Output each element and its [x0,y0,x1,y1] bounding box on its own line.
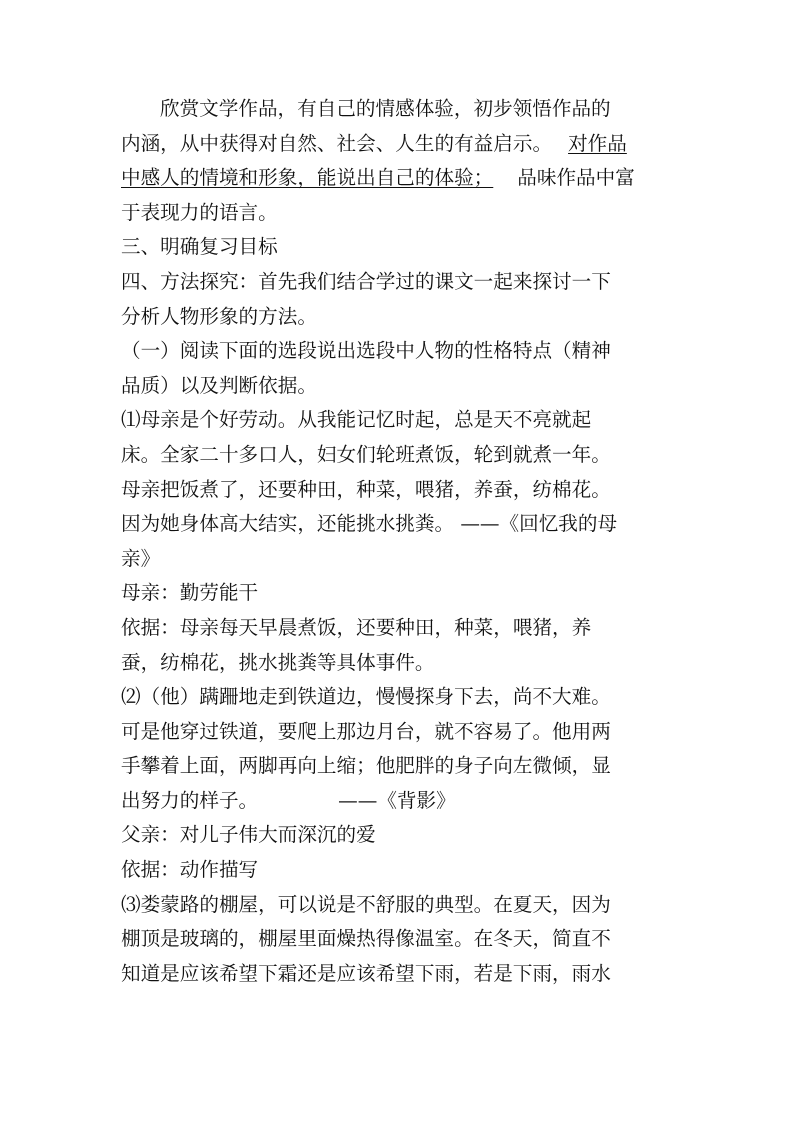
example-2-line-3 [121,749,657,784]
text-run: 床。全家二十多口人，妇女们轮班煮饭，轮到就煮一年。 [121,442,611,466]
underlined-text: 对作品 [568,131,627,155]
text-run: 于表现力的语言。 [121,200,278,224]
section-4-line-1 [121,265,657,300]
example-1-line-4 [121,507,657,542]
section-4-line-2 [121,300,657,335]
text-run: 依据：动作描写 [121,858,259,882]
example-2-line-2 [121,715,657,750]
answer-text: 父亲：对儿子伟大而深沉的爱 [121,823,376,847]
text-run: 欣赏文学作品，有自己的情感体验，初步领悟作品的 [160,97,611,120]
example-1-answer [121,576,657,611]
example-1-line-1 [121,403,657,438]
text-run: ⑴母亲是个好劳动。从我能记忆时起，总是天不亮就起 [121,408,592,432]
text-run: ⑶娄蒙路的棚屋，可以说是不舒服的典型。在夏天，因为 [121,892,611,916]
example-1-basis-2 [121,646,657,681]
text-run: （一）阅读下面的选段说出选段中人物的性格特点（精神 [121,339,611,363]
example-1-line-5 [121,542,657,577]
intro-line-1 [121,92,657,127]
text-run: 四、方法探究：首先我们结合学过的课文一起来探讨一下 [121,269,611,293]
example-2-basis [121,853,657,888]
text-run: 棚顶是玻璃的，棚屋里面燥热得像温室。在冬天，简直不 [121,927,611,951]
part-1-line-1 [121,334,657,369]
text-run: ⑵（他）蹒跚地走到铁道边，慢慢探身下去，尚不大难。 [121,685,611,709]
text-run: 亲》 [121,546,161,570]
text-run: 内涵，从中获得对自然、社会、人生的有益启示。 [121,131,553,155]
part-1-line-2 [121,369,657,404]
heading-text: 三、明确复习目标 [121,235,278,259]
example-2-line-4 [121,784,657,819]
citation-text: ——《背影》 [338,788,456,812]
example-1-line-3 [121,473,657,508]
section-3-heading [121,230,657,265]
example-2-answer [121,818,657,853]
document-page [121,92,657,991]
text-run: 因为她身体高大结实，还能挑水挑粪。 ——《回忆我的母 [121,512,618,536]
example-3-line-3 [121,957,657,992]
text-run: 出努力的样子。 [121,788,259,812]
answer-text: 母亲：勤劳能干 [121,581,259,605]
intro-line-4 [121,196,657,231]
intro-line-3 [121,161,657,196]
text-run: 知道是应该希望下霜还是应该希望下雨，若是下雨，雨水 [121,961,611,985]
text-run: 母亲把饭煮了，还要种田，种菜，喂猪，养蚕，纺棉花。 [121,477,611,501]
text-run: 可是他穿过铁道，要爬上那边月台，就不容易了。他用两 [121,719,611,743]
example-1-basis-1 [121,611,657,646]
example-3-line-1 [121,888,657,923]
text-run: 依据：母亲每天早晨煮饭，还要种田，种菜，喂猪，养 [121,615,592,639]
example-1-line-2 [121,438,657,473]
intro-line-2 [121,127,657,162]
text-run: 品质）以及判断依据。 [121,373,317,397]
example-2-line-1 [121,680,657,715]
underlined-text: 中感人的情境和形象，能说出自己的体验； [121,166,494,190]
text-run: 分析人物形象的方法。 [121,304,317,328]
example-3-line-2 [121,922,657,957]
text-run: 蚕，纺棉花，挑水挑粪等具体事件。 [121,650,435,674]
text-run: 手攀着上面，两脚再向上缩；他肥胖的身子向左微倾，显 [121,754,611,778]
text-run: 品味作品中富 [517,166,635,190]
